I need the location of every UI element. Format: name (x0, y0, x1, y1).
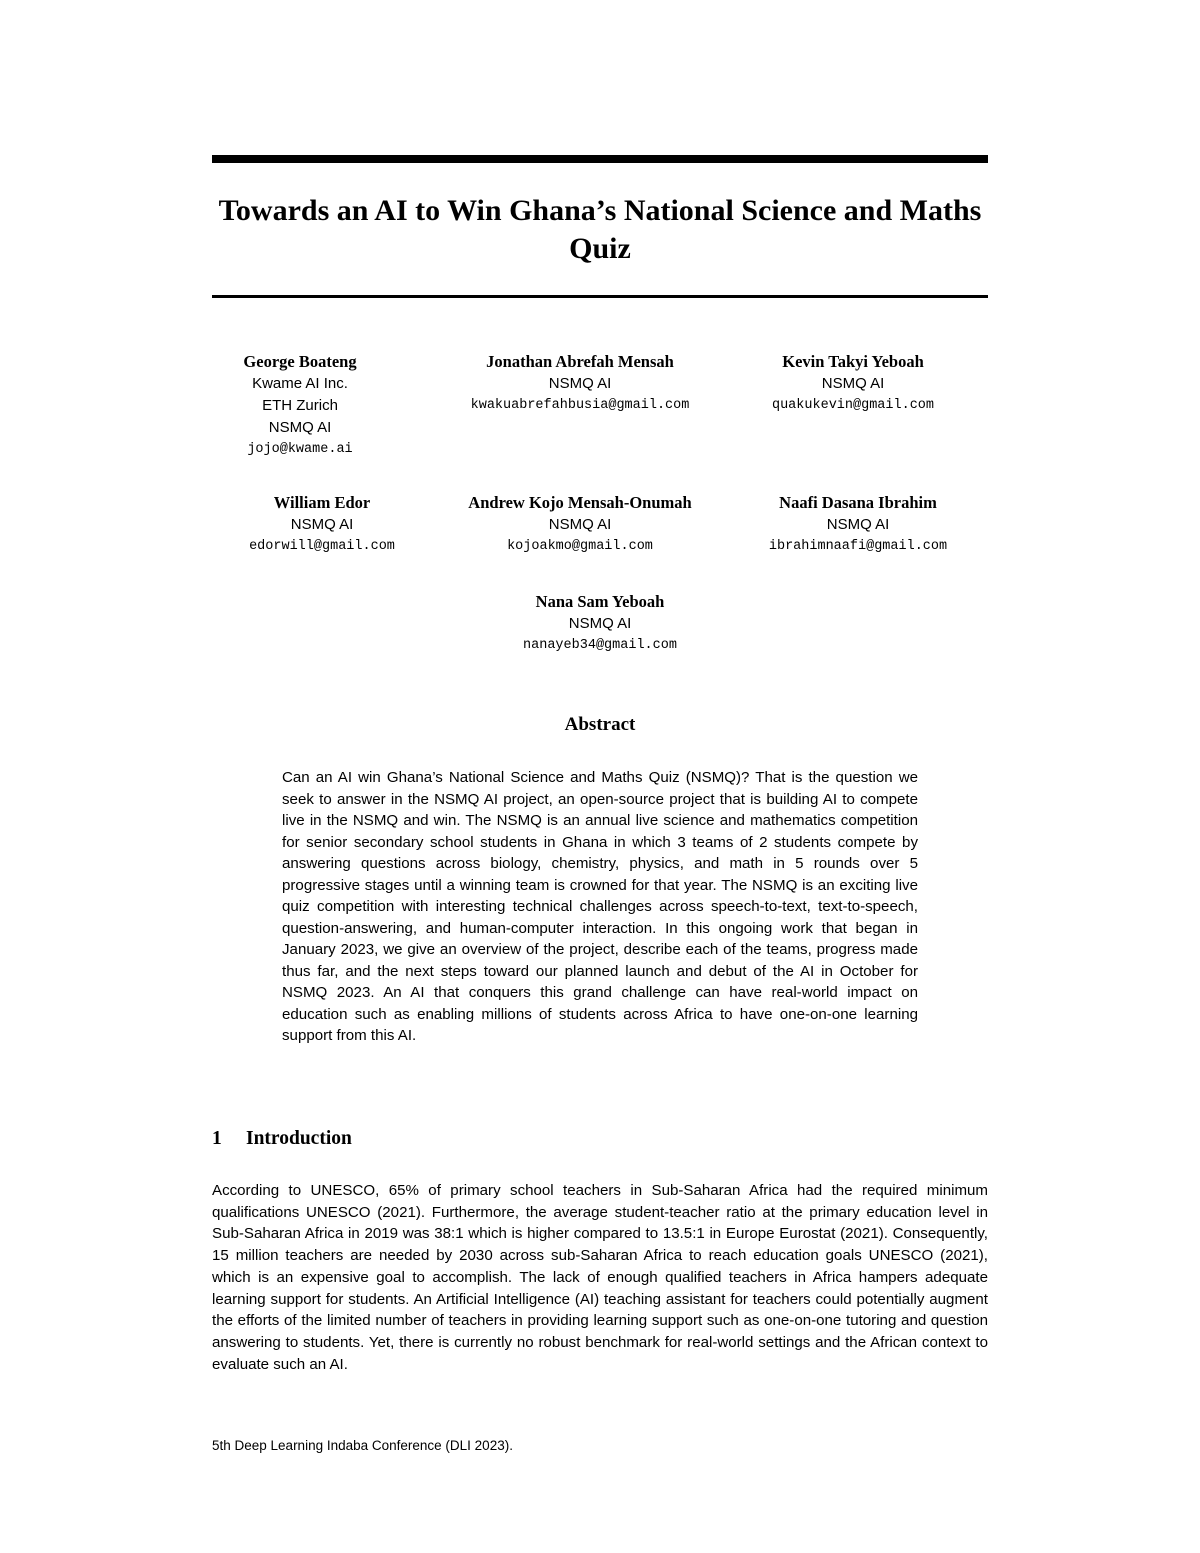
author-block (480, 591, 720, 657)
author-affiliation: NSMQ AI (568, 615, 632, 632)
author-email[interactable]: kwakuabrefahbusia@gmail.com (470, 398, 690, 413)
author-affiliation: NSMQ AI (290, 516, 354, 533)
author-email[interactable]: jojo@kwame.ai (247, 442, 353, 457)
title-top-rule (212, 155, 988, 163)
author-email[interactable]: edorwill@gmail.com (249, 539, 395, 554)
author-block (735, 492, 981, 558)
author-affiliation: Kwame AI Inc. (252, 375, 348, 392)
author-block (222, 492, 422, 558)
author-affiliation: ETH Zurich (262, 397, 338, 414)
author-email[interactable]: kojoakmo@gmail.com (507, 539, 653, 554)
author-affiliation: NSMQ AI (548, 375, 612, 392)
author-email[interactable]: ibrahimnaafi@gmail.com (768, 539, 948, 554)
author-name: Nana Sam Yeboah (535, 592, 665, 611)
abstract-text: Can an AI win Ghana’s National Science and Maths Quiz (NSMQ)? That is the question we seek to answer in the NSMQ AI project, an open-source project that is building AI to compete live in the NSMQ and win. The NSMQ is an annual live science and mathematics competition for senior secondary school students in Ghana in which 3 teams of 2 students compete by answering questions across biology, chemistry, physics, and math in 5 rounds over 5 progressive stages until a winning team is crowned for that year. The NSMQ is an exciting live quiz competition with interesting technical challenges across speech-to-text, text-to-speech, question-answering, and human-computer interaction. In this ongoing work that began in January 2023, we give an overview of the project, describe each of the teams, progress made thus far, and the next steps toward our planned launch and debut of the AI in October for NSMQ 2023. An AI that conquers this grand challenge can have real-world impact on education such as enabling millions of students across Africa to have one-on-one learning support from this AI. (282, 769, 918, 1044)
introduction-text: According to UNESCO, 65% of primary school teachers in Sub-Saharan Africa had the required minimum qualifications UNESCO (2021). Furthermore, the average student-teacher ratio at the primary education level in Sub-Saharan Africa in 2019 was 38:1 which is higher compared to 13.5:1 in Europe Eurostat (2021). Consequently, 15 million teachers are needed by 2030 across sub-Saharan Africa to reach education goals UNESCO (2021), which is an expensive goal to accomplish. The lack of enough qualified teachers in Africa hampers adequate learning support for students. An Artificial Intelligence (AI) teaching assistant for teachers could potentially augment the efforts of the limited number of teachers in providing learning support such as one-on-one tutoring and question answering to students. Yet, there is currently no robust benchmark for real-world settings and the African context to evaluate such an AI. (212, 1182, 988, 1373)
section-number: 1 (212, 1128, 222, 1149)
author-name: Jonathan Abrefah Mensah (486, 352, 674, 371)
author-name: Andrew Kojo Mensah-Onumah (468, 493, 692, 512)
author-affiliation: NSMQ AI (268, 419, 332, 436)
paper-title: Towards an AI to Win Ghana’s National Science and Maths Quiz (218, 194, 982, 265)
author-name: Kevin Takyi Yeboah (782, 352, 924, 371)
author-name: Naafi Dasana Ibrahim (779, 493, 937, 512)
author-block (435, 492, 725, 558)
abstract-heading: Abstract (564, 714, 636, 735)
title-bottom-rule (212, 295, 988, 298)
author-affiliation: NSMQ AI (548, 516, 612, 533)
author-block (740, 351, 966, 417)
conference-footnote: 5th Deep Learning Indaba Conference (DLI 2023). (212, 1438, 513, 1453)
author-block (212, 351, 388, 461)
author-affiliation: NSMQ AI (821, 375, 885, 392)
author-email[interactable]: nanayeb34@gmail.com (523, 638, 677, 653)
author-affiliation: NSMQ AI (826, 516, 890, 533)
author-email[interactable]: quakukevin@gmail.com (771, 398, 935, 413)
author-block (415, 351, 745, 417)
section-title: Introduction (246, 1128, 352, 1149)
section-heading (212, 1126, 988, 1152)
author-name: William Edor (273, 493, 371, 512)
author-name: George Boateng (243, 352, 357, 371)
